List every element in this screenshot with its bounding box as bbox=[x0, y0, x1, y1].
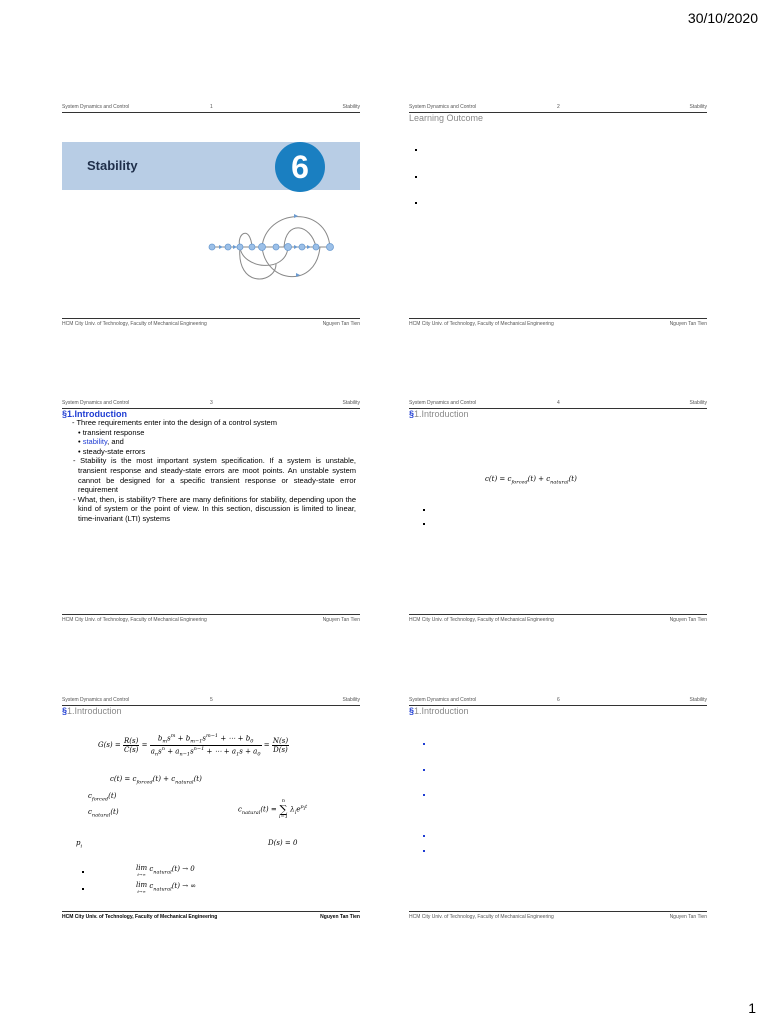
slide-title: §1.Introduction bbox=[409, 409, 469, 419]
eq-fraction bbox=[123, 737, 139, 754]
footer-author: Nguyen Tan Tien bbox=[320, 914, 360, 920]
eq-part: c(t) = c bbox=[485, 475, 512, 483]
slide-header bbox=[409, 104, 707, 112]
bullet bbox=[423, 509, 425, 511]
slide-2 bbox=[409, 104, 707, 329]
bullet bbox=[82, 871, 84, 873]
forced-term-label: $c_{forced}(t)$ bbox=[88, 792, 117, 803]
slide-title: §1.Introduction bbox=[62, 409, 127, 419]
eq-part: C(s) bbox=[123, 745, 139, 754]
slide-header bbox=[62, 697, 360, 705]
characteristic-equation: D(s) = 0 bbox=[268, 839, 298, 847]
header-course: System Dynamics and Control bbox=[62, 104, 130, 110]
slide-footer bbox=[409, 613, 707, 625]
bullet bbox=[423, 743, 425, 745]
bullet-text: - What, then, is stability? There are many definitions for stability, depending upon the kind of system or the point of view. In this section, discussion is limited to linear, time-invariant (LTI) systems bbox=[73, 494, 356, 523]
bullet bbox=[415, 202, 417, 204]
bullet bbox=[423, 769, 425, 771]
eq-part: i=1 bbox=[278, 814, 288, 820]
pole-label: $p_i$ bbox=[76, 839, 83, 850]
sub-bullet-text: • transient response bbox=[78, 427, 145, 437]
header-topic: Stability bbox=[342, 104, 360, 110]
slide-3 bbox=[62, 400, 360, 625]
eq-part: N(s) bbox=[272, 736, 289, 745]
slide-footer bbox=[62, 910, 360, 922]
eq-part: G(s) = bbox=[98, 741, 121, 750]
eq-part: t→∞ bbox=[137, 872, 146, 877]
footer-institution: HCM City Univ. of Technology, Faculty of Mechanical Engineering bbox=[62, 617, 207, 623]
eq-part: n bbox=[281, 798, 286, 804]
bullet bbox=[423, 835, 425, 837]
bullet bbox=[423, 523, 425, 525]
chapter-number-badge: 6 bbox=[275, 142, 325, 192]
slide-header bbox=[409, 697, 707, 705]
header-topic: Stability bbox=[342, 697, 360, 703]
bullet bbox=[415, 176, 417, 178]
page-date: 30/10/2020 bbox=[687, 10, 758, 26]
slide-6 bbox=[409, 697, 707, 922]
footer-author: Nguyen Tan Tien bbox=[669, 321, 707, 327]
slide-1 bbox=[62, 104, 360, 329]
header-topic: Stability bbox=[689, 697, 707, 703]
limit-infinity: lim t→∞ $c_{natural}(t)$ → ∞ bbox=[136, 881, 197, 894]
eq-part: forced bbox=[511, 479, 528, 486]
eq-fraction bbox=[272, 737, 289, 754]
bullet bbox=[423, 794, 425, 796]
natural-term-label: $c_{natural}(t)$ bbox=[88, 808, 119, 819]
sub-bullet-text: • steady-state errors bbox=[78, 446, 146, 456]
slide-footer bbox=[62, 317, 360, 329]
page-number: 1 bbox=[748, 1000, 756, 1016]
slide-body bbox=[72, 418, 356, 524]
header-rule bbox=[62, 112, 360, 113]
limit-zero: lim t→∞ $c_{natural}(t) \to 0$ bbox=[136, 864, 195, 877]
slide-footer bbox=[409, 910, 707, 922]
slide-4 bbox=[409, 400, 707, 625]
transfer-function-equation: G(s) = $\frac{R(s)}{C(s)}$ = $\frac{b_ms^m + b_{m-1}s^{m-1} + \cdots + b_0}{a_ns^n + a_{n-1}s^{n-1} + \cdots + a_1s + a_0}$ = $\frac{N(s)}{D(s)}$ bbox=[98, 733, 289, 758]
slide-footer bbox=[62, 613, 360, 625]
footer-author: Nguyen Tan Tien bbox=[669, 617, 707, 623]
header-slide-number: 4 bbox=[557, 400, 560, 406]
chapter-title: Stability bbox=[87, 158, 138, 173]
header-slide-number: 1 bbox=[210, 104, 213, 110]
response-equation bbox=[485, 475, 577, 485]
natural-sum-equation: $c_{natural}(t)$ = n ∑ i=1 $\lambda_ie^{p_it}$ bbox=[238, 798, 308, 820]
highlight-rest: , and bbox=[107, 437, 124, 447]
eq-part: $a_ns^n + a_{n-1}s^{n-1}$ + ⋯ + $a_1s + a_0$ bbox=[150, 745, 261, 758]
footer-author: Nguyen Tan Tien bbox=[669, 914, 707, 920]
footer-institution: HCM City Univ. of Technology, Faculty of Mechanical Engineering bbox=[409, 321, 554, 327]
bullet bbox=[423, 850, 425, 852]
sub-bullet-text: • stability, and bbox=[78, 437, 124, 447]
footer-institution: HCM City Univ. of Technology, Faculty of Mechanical Engineering bbox=[62, 914, 218, 920]
slide-title: Learning Outcome bbox=[409, 113, 484, 123]
slide-5 bbox=[62, 697, 360, 922]
header-course: System Dynamics and Control bbox=[409, 697, 477, 703]
eq-part: (t) + c bbox=[527, 475, 551, 483]
footer-institution: HCM City Univ. of Technology, Faculty of Mechanical Engineering bbox=[62, 321, 207, 327]
bullet bbox=[82, 888, 84, 890]
header-course: System Dynamics and Control bbox=[62, 697, 130, 703]
signal-flow-graph-illustration bbox=[206, 204, 336, 289]
bullet-text: - Stability is the most important system specification. If a system is unstable, transient response and steady-state errors are moot points. An unstable system cannot be designed for a specific transient response or steady-state error requirement bbox=[73, 456, 356, 495]
header-topic: Stability bbox=[342, 400, 360, 406]
highlight-term: stability bbox=[82, 437, 108, 447]
footer-author: Nguyen Tan Tien bbox=[322, 617, 360, 623]
header-topic: Stability bbox=[689, 104, 707, 110]
response-equation: $c(t) = c_{forced}(t) + c_{natural}(t)$ bbox=[110, 775, 202, 786]
eq-part: t→∞ bbox=[137, 889, 146, 894]
header-slide-number: 3 bbox=[210, 400, 213, 406]
header-slide-number: 5 bbox=[210, 697, 213, 703]
eq-part: D(s) bbox=[273, 745, 288, 754]
slide-header bbox=[409, 400, 707, 408]
header-slide-number: 6 bbox=[557, 697, 560, 703]
slide-footer bbox=[409, 317, 707, 329]
footer-author: Nguyen Tan Tien bbox=[322, 321, 360, 327]
slide-header bbox=[62, 400, 360, 408]
eq-part: (t) bbox=[568, 475, 577, 483]
eq-part: natural bbox=[550, 479, 569, 486]
header-slide-number: 2 bbox=[557, 104, 560, 110]
slide-title: §1.Introduction bbox=[409, 706, 469, 716]
header-topic: Stability bbox=[689, 400, 707, 406]
header-course: System Dynamics and Control bbox=[409, 104, 477, 110]
eq-part: R(s) bbox=[124, 736, 139, 745]
eq-part: $b_ms^m + b_{m-1}s^{m-1}$ + ⋯ + $b_0$ bbox=[150, 733, 262, 746]
eq-fraction bbox=[150, 733, 262, 757]
bullet-text: - Three requirements enter into the design of a control system bbox=[72, 418, 277, 427]
footer-institution: HCM City Univ. of Technology, Faculty of Mechanical Engineering bbox=[409, 617, 554, 623]
slide-header bbox=[62, 104, 360, 112]
header-course: System Dynamics and Control bbox=[409, 400, 477, 406]
slide-title: §1.Introduction bbox=[62, 706, 122, 716]
header-course: System Dynamics and Control bbox=[62, 400, 130, 406]
bullet bbox=[415, 149, 417, 151]
footer-institution: HCM City Univ. of Technology, Faculty of Mechanical Engineering bbox=[409, 914, 554, 920]
